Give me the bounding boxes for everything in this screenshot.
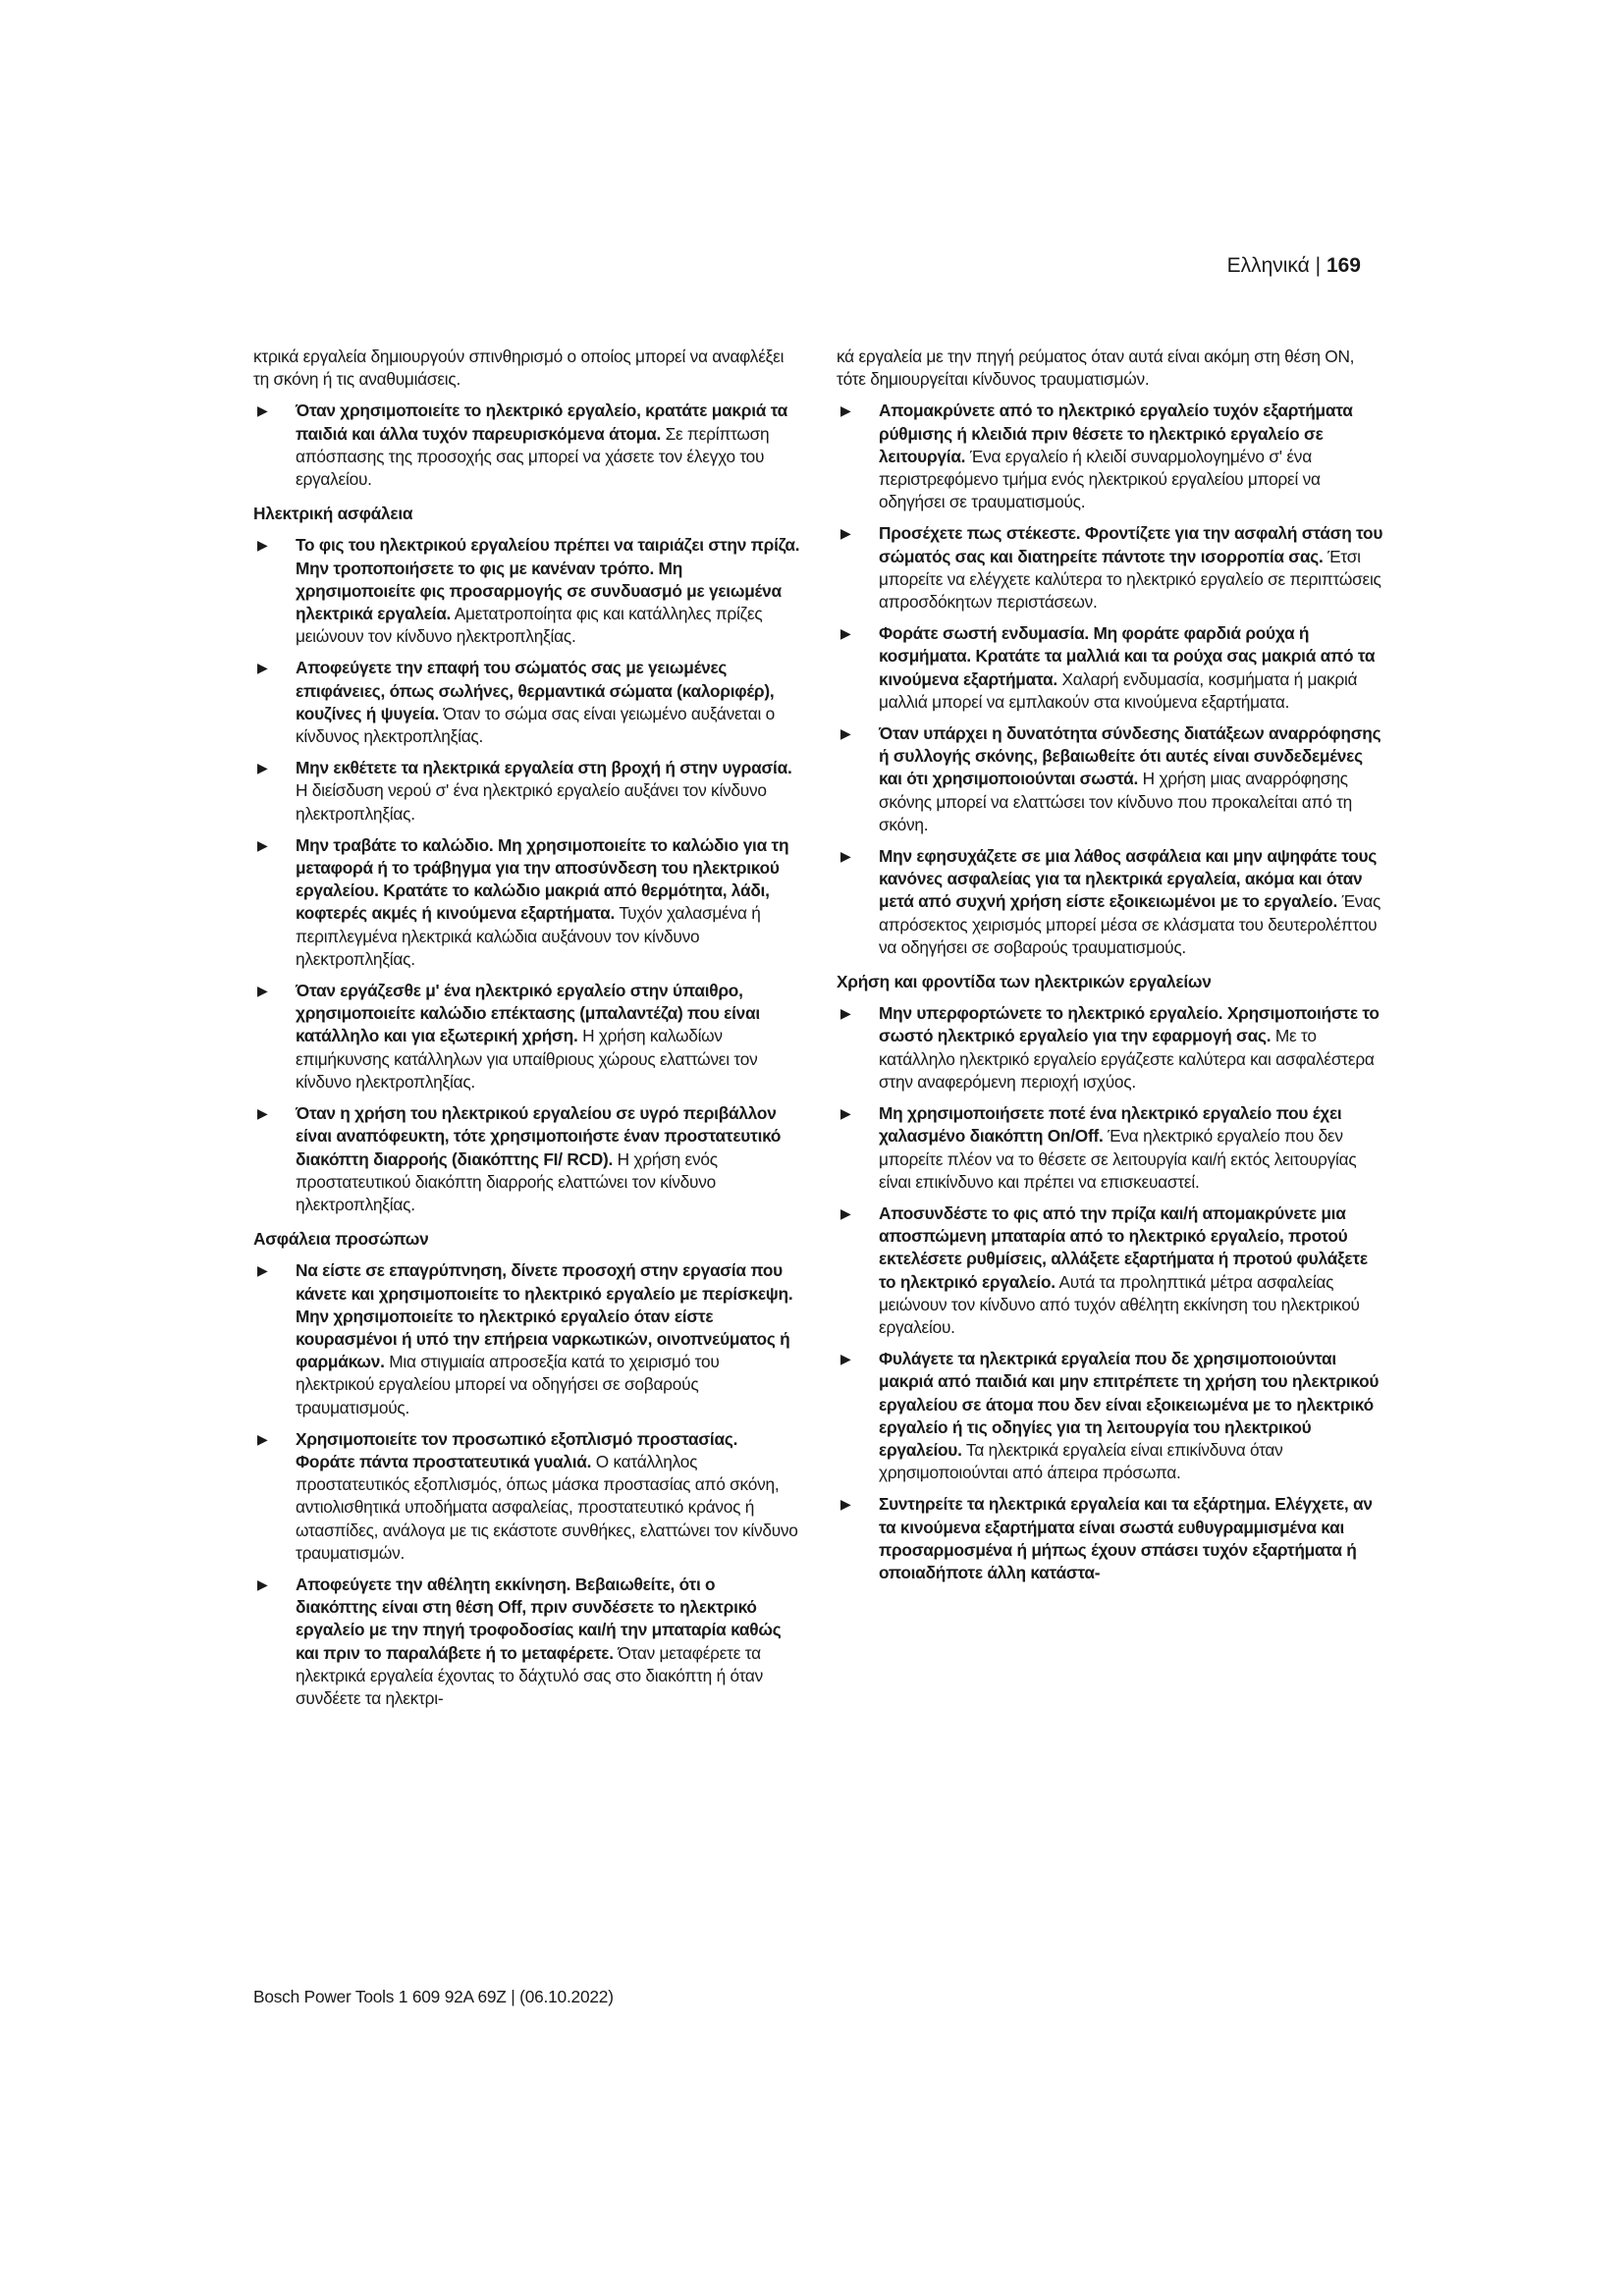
safety-item-children bbox=[253, 400, 801, 491]
bullet-arrow-icon: ▶ bbox=[257, 660, 268, 676]
safety-item-bold: Απομακρύνετε από το ηλεκτρικό εργαλείο τυχόν εξαρτήματα ρύθμισης ή κλειδιά πριν θέσετε το ηλεκτρικό εργαλείο σε λειτουργία. bbox=[879, 400, 1353, 466]
safety-item-bold: Αποφεύγετε την αθέλητη εκκίνηση. Βεβαιωθείτε, ότι ο διακόπτης είναι στη θέση Off, πριν συνδέσετε το ηλεκτρικό εργαλείο με την πηγή τροφοδοσίας και/ή την μπαταρία καθώς και πριν το παραλάβετε ή το μεταφέρετε. bbox=[296, 1574, 782, 1663]
bullet-arrow-icon: ▶ bbox=[257, 760, 268, 776]
safety-item-text: Μια στιγμιαία απροσεξία κατά το χειρισμό του ηλεκτρικού εργαλείου μπορεί να οδηγήσει σε σοβαρούς τραυματισμούς. bbox=[296, 1352, 720, 1417]
safety-item-bold: Αποφεύγετε την επαφή του σώματός σας με γειωμένες επιφάνειες, όπως σωλήνες, θερμαντικά σώματα (καλοριφέρ), κουζίνες ή ψυγεία. bbox=[296, 658, 775, 723]
safety-item-text: Χαλαρή ενδυμασία, κοσμήματα ή μακριά μαλλιά μπορεί να εμπλακούν στα κινούμενα εξαρτήματα. bbox=[879, 668, 1358, 712]
safety-item bbox=[837, 1102, 1384, 1194]
section-heading-use-care: Χρήση και φροντίδα των ηλεκτρικών εργαλείων bbox=[837, 972, 1212, 992]
safety-item bbox=[837, 1493, 1384, 1584]
safety-item-bold: Φοράτε σωστή ενδυμασία. Μη φοράτε φαρδιά ρούχα ή κοσμήματα. Κρατάτε τα μαλλιά και τα ρούχα σας μακριά από τα κινούμενα εξαρτήματα. bbox=[879, 623, 1376, 689]
safety-item-bold: Όταν χρησιμοποιείτε το ηλεκτρικό εργαλείο, κρατάτε μακριά τα παιδιά και άλλα τυχόν παρευρισκόμενα άτομα. bbox=[296, 400, 788, 444]
safety-item-bold: Να είστε σε επαγρύπνηση, δίνετε προσοχή στην εργασία που κάνετε και χρησιμοποιείτε το ηλεκτρικό εργαλείο με περίσκεψη. Μην χρησιμοποιείτε το ηλεκτρικό εργαλείο όταν είστε κουρασμένοι ή υπό την επήρεια ναρκωτικών, οινοπνεύματος ή φαρμάκων. bbox=[296, 1260, 793, 1372]
safety-item bbox=[837, 722, 1384, 836]
bullet-arrow-icon: ▶ bbox=[840, 1105, 851, 1122]
safety-item-text: Η χρήση ενός προστατευτικού διακόπτη διαρροής ελαττώνει τον κίνδυνο ηλεκτροπληξίας. bbox=[296, 1148, 718, 1214]
safety-item-text: Ένας απρόσεκτος χειρισμός μπορεί μέσα σε κλάσματα του δευτερολέπτου να οδηγήσει σε σοβαρούς τραυματισμούς. bbox=[879, 891, 1381, 957]
safety-item bbox=[837, 522, 1384, 614]
safety-item-text: Ένα εργαλείο ή κλειδί συναρμολογημένο σ' ένα περιστρεφόμενο τμήμα ενός ηλεκτρικού εργαλείου μπορεί να οδηγήσει σε τραυματισμούς. bbox=[879, 446, 1321, 512]
bullet-arrow-icon: ▶ bbox=[257, 983, 268, 999]
safety-item-text: Σε περίπτωση απόσπασης της προσοχής σας μπορεί να χάσετε τον έλεγχο του εργαλείου. bbox=[296, 423, 770, 490]
bullet-arrow-icon: ▶ bbox=[840, 1005, 851, 1022]
safety-item-text: Η χρήση μιας αναρρόφησης σκόνης μπορεί να ελαττώσει τον κίνδυνο που προκαλείται από τη σκόνη. bbox=[879, 769, 1353, 834]
safety-item-bold: Όταν υπάρχει η δυνατότητα σύνδεσης διατάξεων αναρρόφησης ή συλλογής σκόνης, βεβαιωθείτε ότι αυτές είναι συνδεδεμένες και ότι χρησιμοποιούνται σωστά. bbox=[879, 723, 1381, 789]
bullet-arrow-icon: ▶ bbox=[840, 1496, 851, 1513]
safety-item bbox=[837, 1348, 1384, 1484]
safety-item bbox=[837, 622, 1384, 714]
safety-item bbox=[253, 1574, 801, 1710]
safety-item bbox=[253, 657, 801, 748]
safety-item-bold: Συντηρείτε τα ηλεκτρικά εργαλεία και τα εξάρτημα. Ελέγχετε, αν τα κινούμενα εξαρτήματα είναι σωστά ευθυγραμμισμένα και προσαρμοσμένα ή μήπως έχουν σπάσει τυχόν εξαρτήματα ή οποιαδήποτε άλλη κατάστα- bbox=[879, 1494, 1373, 1582]
bullet-arrow-icon: ▶ bbox=[257, 836, 268, 853]
safety-item-text: Η χρήση καλωδίων επιμήκυνσης κατάλληλων για υπαίθριους χώρους ελαττώνει τον κίνδυνο ηλεκτροπληξίας. bbox=[296, 1026, 758, 1092]
bullet-arrow-icon: ▶ bbox=[257, 402, 268, 419]
page-number: 169 bbox=[1326, 254, 1361, 277]
continued-paragraph: κά εργαλεία με την πηγή ρεύματος όταν αυτά είναι ακόμη στη θέση ON, τότε δημιουργείται κίνδυνος τραυματισμών. bbox=[837, 347, 1355, 390]
bullet-arrow-icon: ▶ bbox=[840, 1204, 851, 1221]
section-heading-personal: Ασφάλεια προσώπων bbox=[253, 1229, 429, 1250]
safety-item bbox=[837, 845, 1384, 959]
safety-item-bold: Το φις του ηλεκτρικού εργαλείου πρέπει να ταιριάζει στην πρίζα. Μην τροποποιήσετε το φις με κανέναν τρόπο. Μη χρησιμοποιείτε φις προσαρμογής σε συνδυασμό με γειωμένα ηλεκτρικά εργαλεία. bbox=[296, 535, 800, 624]
safety-item bbox=[253, 1259, 801, 1418]
page-footer: Bosch Power Tools 1 609 92A 69Z | (06.10.2022) bbox=[253, 1987, 614, 2006]
left-column bbox=[253, 346, 801, 1710]
safety-item bbox=[253, 834, 801, 971]
safety-item-bold: Μην υπερφορτώνετε το ηλεκτρικό εργαλείο. Χρησιμοποιήστε το σωστό ηλεκτρικό εργαλείο για την εφαρμογή σας. bbox=[879, 1003, 1380, 1046]
section-heading-electrical: Ηλεκτρική ασφάλεια bbox=[253, 504, 413, 524]
bullet-arrow-icon: ▶ bbox=[257, 537, 268, 554]
bullet-arrow-icon: ▶ bbox=[840, 848, 851, 865]
safety-item-text: Ένα ηλεκτρικό εργαλείο που δεν μπορείτε πλέον να το θέσετε σε λειτουργία και/ή εκτός λειτουργίας είναι επικίνδυνο και πρέπει να επισκευαστεί. bbox=[879, 1126, 1357, 1192]
safety-item-bold: Μην εφησυχάζετε σε μια λάθος ασφάλεια και μην αψηφάτε τους κανόνες ασφαλείας για τα ηλεκτρικά εργαλεία, ακόμα και όταν μετά από συχνή χρήση είστε εξοικειωμένοι με το εργαλείο. bbox=[879, 846, 1378, 912]
safety-item-bold: Όταν η χρήση του ηλεκτρικού εργαλείου σε υγρό περιβάλλον είναι αναπόφευκτη, τότε χρησιμοποιήστε έναν προστατευτικό διακόπτη διαρροής (διακόπτης FI/ RCD). bbox=[296, 1103, 782, 1169]
safety-item-bold: Προσέχετε πως στέκεστε. Φροντίζετε για την ασφαλή στάση του σώματός σας και διατηρείτε πάντοτε την ισορροπία σας. bbox=[879, 523, 1383, 566]
bullet-arrow-icon: ▶ bbox=[840, 525, 851, 542]
safety-item-text: Έτσι μπορείτε να ελέγχετε καλύτερα το ηλεκτρικό εργαλείο σε περιπτώσεις απροσδόκητων περιστάσεων. bbox=[879, 546, 1381, 613]
safety-item bbox=[253, 1102, 801, 1216]
safety-item-text: Αμετατροποίητα φις και κατάλληλες πρίζες μειώνουν τον κίνδυνο ηλεκτροπληξίας. bbox=[296, 604, 763, 647]
bullet-arrow-icon: ▶ bbox=[257, 1262, 268, 1279]
page-header bbox=[1227, 255, 1361, 276]
safety-item bbox=[253, 980, 801, 1094]
safety-item bbox=[837, 400, 1384, 513]
safety-item-text: Αυτά τα προληπτικά μέτρα ασφαλείας μειώνουν τον κίνδυνο από τυχόν αθέλητη εκκίνηση του ηλεκτρικού εργαλείου. bbox=[879, 1271, 1360, 1337]
safety-item bbox=[253, 1428, 801, 1565]
safety-item bbox=[253, 757, 801, 826]
safety-item-text: Με το κατάλληλο ηλεκτρικό εργαλείο εργάζεστε καλύτερα και ασφαλέστερα στην αναφερόμενη περιοχή ισχύος. bbox=[879, 1026, 1375, 1092]
safety-item-bold: Μην εκθέτετε τα ηλεκτρικά εργαλεία στη βροχή ή στην υγρασία. bbox=[296, 758, 792, 778]
safety-item-text: Όταν μεταφέρετε τα ηλεκτρικά εργαλεία έχοντας το δάχτυλό σας στο διακόπτη ή όταν συνδέετε τα ηλεκτρι- bbox=[296, 1642, 764, 1708]
safety-item-bold: Φυλάγετε τα ηλεκτρικά εργαλεία που δε χρησιμοποιούνται μακριά από παιδιά και μην επιτρέπετε τη χρήση του ηλεκτρικού εργαλείου σε άτομα που δεν είναι εξοικειωμένα με το ηλεκτρικό εργαλείο ή τις οδηγίες για τη λειτουργία του ηλεκτρικού εργαλείου. bbox=[879, 1349, 1380, 1460]
safety-item-bold: Μην τραβάτε το καλώδιο. Μη χρησιμοποιείτε το καλώδιο για τη μεταφορά ή το τράβηγμα για την αποσύνδεση του ηλεκτρικού εργαλείου. Κρατάτε το καλώδιο μακριά από θερμότητα, λάδι, κοφτερές ακμές ή κινούμενα εξαρτήματα. bbox=[296, 834, 789, 924]
safety-item-text: Τα ηλεκτρικά εργαλεία είναι επικίνδυνα όταν χρησιμοποιούνται από άπειρα πρόσωπα. bbox=[879, 1439, 1283, 1483]
safety-item bbox=[837, 1202, 1384, 1339]
bullet-arrow-icon: ▶ bbox=[840, 1351, 851, 1367]
bullet-arrow-icon: ▶ bbox=[840, 402, 851, 419]
safety-item-bold: Χρησιμοποιείτε τον προσωπικό εξοπλισμό προστασίας. Φοράτε πάντα προστατευτικά γυαλιά. bbox=[296, 1428, 738, 1471]
bullet-arrow-icon: ▶ bbox=[257, 1430, 268, 1447]
safety-item-text: Ο κατάλληλος προστατευτικός εξοπλισμός, όπως μάσκα προστασίας από σκόνη, αντιολισθητικά υποδήματα ασφαλείας, προστατευτικό κράνος ή ωτασπίδες, ανάλογα με τις εκάστοτε συνθήκες, ελαττώνει τον κίνδυνο τραυματισμών. bbox=[296, 1451, 798, 1563]
safety-item bbox=[253, 534, 801, 648]
safety-item-text: Τυχόν χαλασμένα ή περιπλεγμένα ηλεκτρικά καλώδια αυξάνουν τον κίνδυνο ηλεκτροπληξίας. bbox=[296, 903, 761, 969]
bullet-arrow-icon: ▶ bbox=[840, 625, 851, 642]
header-language: Ελληνικά bbox=[1226, 254, 1310, 277]
safety-item-bold: Όταν εργάζεσθε μ' ένα ηλεκτρικό εργαλείο στην ύπαιθρο, χρησιμοποιείτε καλώδιο επέκτασης (μπαλαντέζα) που είναι κατάλληλο και για εξωτερική χρήση. bbox=[296, 981, 760, 1046]
safety-item-text: Η διείσδυση νερού σ' ένα ηλεκτρικό εργαλείο αυξάνει τον κίνδυνο ηλεκτροπληξίας. bbox=[296, 780, 767, 824]
bullet-arrow-icon: ▶ bbox=[840, 725, 851, 742]
safety-item-bold: Μη χρησιμοποιήσετε ποτέ ένα ηλεκτρικό εργαλείο που έχει χαλασμένο διακόπτη On/Off. bbox=[879, 1103, 1342, 1147]
header-separator: | bbox=[1309, 254, 1326, 277]
continued-paragraph: κτρικά εργαλεία δημιουργούν σπινθηρισμό ο οποίος μπορεί να αναφλέξει τη σκόνη ή τις αναθυμιάσεις. bbox=[253, 347, 785, 390]
safety-item-bold: Αποσυνδέστε το φις από την πρίζα και/ή απομακρύνετε μια αποσπώμενη μπαταρία από το ηλεκτρικό εργαλείο, προτού εκτελέσετε ρυθμίσεις, αλλάξετε εξαρτήματα ή προτού φυλάξετε το ηλεκτρικό εργαλείο. bbox=[879, 1202, 1368, 1292]
bullet-arrow-icon: ▶ bbox=[257, 1575, 268, 1592]
safety-item bbox=[837, 1002, 1384, 1094]
bullet-arrow-icon: ▶ bbox=[257, 1105, 268, 1122]
right-column bbox=[837, 346, 1384, 1584]
safety-item-text: Όταν το σώμα σας είναι γειωμένο αυξάνεται ο κίνδυνος ηλεκτροπληξίας. bbox=[296, 703, 775, 747]
